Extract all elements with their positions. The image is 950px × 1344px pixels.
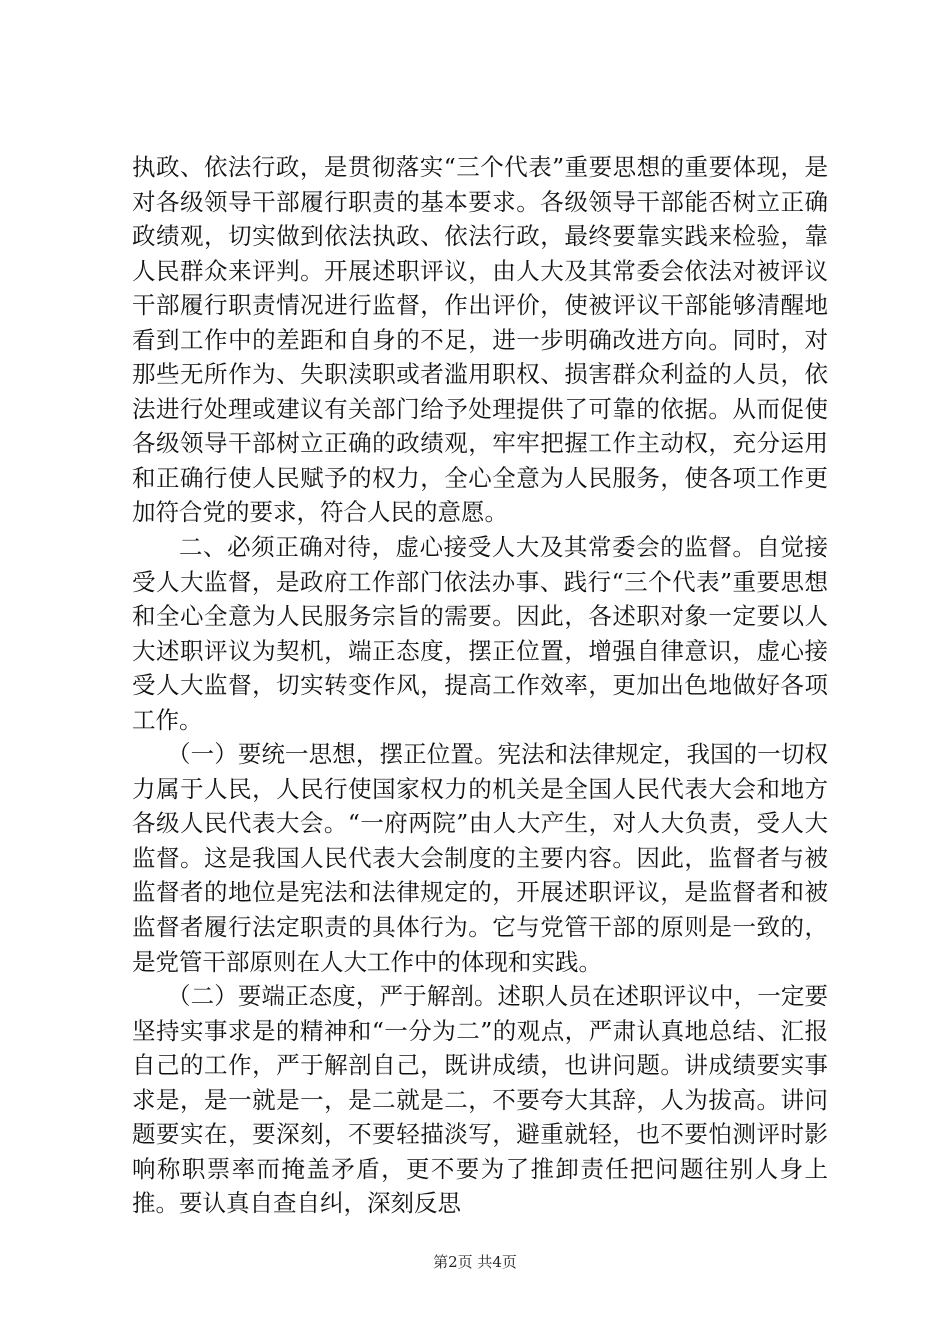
paragraph-section-two: 二、必须正确对待，虚心接受人大及其常委会的监督。自觉接受人大监督，是政府工作部门依法办事、践行“三个代表”重要思想和全心全意为人民服务宗旨的需要。因此，各述职对象一定要以人大述职评议为契机，端正态度，摆正位置，增强自律意识，虚心接受人大监督，切实转变作风，提高工作效率，更加出色地做好各项工作。 xyxy=(132,533,828,734)
paragraph-item-two: （二）要端正态度，严于解剖。述职人员在述职评议中，一定要坚持实事求是的精神和“一分为二”的观点，严肃认真地总结、汇报自己的工作，严于解剖自己，既讲成绩，也讲问题。讲成绩要实事求是，是一就是一，是二就是二，不要夸大其辞，人为拔高。讲问题要实在，要深刻，不要轻描淡写，避重就轻，也不要怕测评时影响称职票率而掩盖矛盾，更不要为了推卸责任把问题往别人身上推。要认真自查自纠，深刻反思 xyxy=(132,982,828,1218)
document-body xyxy=(132,150,828,1221)
paragraph-intro: 执政、依法行政，是贯彻落实“三个代表”重要思想的重要体现，是对各级领导干部履行职责的基本要求。各级领导干部能否树立正确政绩观，切实做到依法执政、依法行政，最终要靠实践来检验，靠人民群众来评判。开展述职评议，由人大及其常委会依法对被评议干部履行职责情况进行监督，作出评价，使被评议干部能够清醒地看到工作中的差距和自身的不足，进一步明确改进方向。同时，对那些无所作为、失职渎职或者滥用职权、损害群众利益的人员，依法进行处理或建议有关部门给予处理提供了可靠的依据。从而促使各级领导干部树立正确的政绩观，牢牢把握工作主动权，充分运用和正确行使人民赋予的权力，全心全意为人民服务，使各项工作更加符合党的要求，符合人民的意愿。 xyxy=(132,153,828,527)
page-number-footer: 第2页 共4页 xyxy=(433,1253,517,1271)
paragraph-item-one: （一）要统一思想，摆正位置。宪法和法律规定，我国的一切权力属于人民，人民行使国家权力的机关是全国人民代表大会和地方各级人民代表大会。“一府两院”由人大产生，对人大负责，受人大监督。这是我国人民代表大会制度的主要内容。因此，监督者与被监督者的地位是宪法和法律规定的，开展述职评议，是监督者和被监督者履行法定职责的具体行为。它与党管干部的原则是一致的，是党管干部原则在人大工作中的体现和实践。 xyxy=(132,740,828,976)
